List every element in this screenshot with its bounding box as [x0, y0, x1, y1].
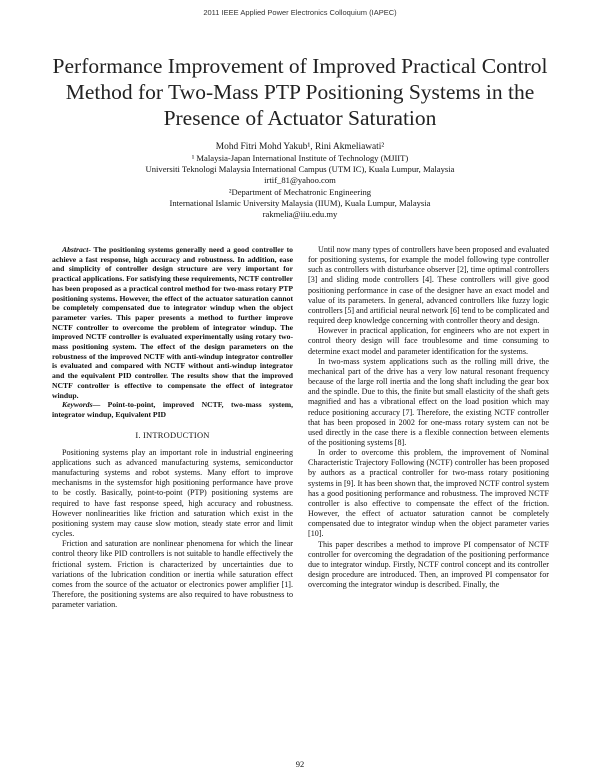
body-paragraph: Until now many types of controllers have been proposed and evaluated for positioning systems, for example the model following type controller such as controllers with disturbance observer [2], time optimal controllers [3] and sliding mode controllers [4]. These controllers will give good positioning performance in case of the designer have an exact model and value of its parameters. In general, advanced controllers like fuzzy logic controllers [5] and artificial neural network [6] tend to be complicated and required deep knowledge concerning with controller theory and design.	[308, 245, 549, 326]
affiliation-2-line-1: ²Department of Mechatronic Engineering	[228, 186, 372, 197]
right-column	[308, 245, 549, 590]
body-paragraph: However in practical application, for engineers who are not expert in control theory design will face troublesome and time consuming to determine exact model and parameter identification for the systems.	[308, 326, 549, 356]
author-block	[60, 141, 540, 220]
abstract-text: The positioning systems generally need a good controller to achieve a fast response, high accuracy and robustness. In addition, ease and simplicity of controller design structure are very important for practical applications. For satisfying these requirements, NCTF controller has been proposed as a practical control method for two-mass rotary PTP positioning systems. However, the effect of the actuator saturation cannot be completely compensated due to integrator windup when the object parameter varies. This paper presents a method to further improve NCTF controller to overcome the problem of integrator windup. The improved NCTF controller is evaluated experimentally using rotary two-mass positioning system. The effect of the design parameters on the robustness of the improved NCTF with anti-windup integrator controller is evaluated and compared with NCTF without anti-windup integrator and the equivalent PID controller. The results show that the improved NCTF controller is effective to compensate the effect of integrator windup.	[52, 245, 293, 400]
body-paragraph: In order to overcome this problem, the improvement of Nominal Characteristic Trajectory Following (NCTF) controller has been proposed by authors as a practical controller for two-mass rotary positioning systems in [9]. It has been shown that, the improved NCTF control system has a good positioning performance and robustness. The improved NCTF controller is also effective to compensate the effect of the friction. However, the effect of actuator saturation cannot be completely compensated due to integrator windup when the object parameter varies [10].	[308, 448, 549, 539]
paper-title: Performance Improvement of Improved Practical Control Method for Two-Mass PTP Positioning Systems in the Presence of Actuator Saturation	[52, 54, 548, 130]
affiliation-1-line-2: Universiti Teknologi Malaysia International Campus (UTM IC), Kuala Lumpur, Malaysia	[145, 164, 455, 175]
keywords	[52, 400, 293, 419]
author-names: Mohd Fitri Mohd Yakub¹, Rini Akmeliawati²	[215, 142, 385, 152]
affiliation-1-line-1: ¹ Malaysia-Japan International Institute of Technology (MJIIT)	[191, 153, 409, 163]
left-column	[52, 245, 293, 610]
body-paragraph: In two-mass system applications such as the rolling mill drive, the mechanical part of the drive has a very low natural resonant frequency because of the large roll inertia and the long shaft including the gear box and the spindle. Due to this, the finite but small elasticity of the shaft gets magnified and has a vibrational effect on the load position which may reduce positioning accuracy [7]. Therefore, the existing NCTF controller that has been proposed in 2002 for one-mass rotary system can not be used directly in the case there is a flexible connection between elements of the positioning systems [8].	[308, 356, 549, 447]
affiliation-2-line-2: International Islamic University Malaysia (IIUM), Kuala Lumpur, Malaysia	[169, 197, 431, 208]
affiliation-2-email: rakmelia@iiu.edu.my	[262, 209, 338, 220]
body-paragraph: Friction and saturation are nonlinear phenomena for which the linear control theory like PID controllers is not suitable to handle effectively the frictional system. Friction is characterized by uncertainties due to variations of the lubrication condition or inertia while saturation effect comes from the source of the actuator or electronics power amplifier [1]. Therefore, the positioning systems are also required to have robustness to parameter variation.	[52, 539, 293, 610]
affiliation-1-email: irtif_81@yahoo.com	[264, 175, 336, 186]
abstract-lead: Abstract-	[62, 245, 91, 254]
abstract	[52, 245, 293, 400]
body-paragraph: Positioning systems play an important role in industrial engineering applications such as advanced manufacturing systems, semiconductor manufacturing systems and robot systems. Many effort to improve mechanisms in the systemsfor high positioning performance have prove to be costly. Basically, point-to-point (PTP) positioning systems are required to have fast response speed, high accuracy and robustness. However nonlinearities like friction and saturation which exist in the positioning system may cause slow motion, steady state error and limit cycles.	[52, 447, 293, 539]
section-heading-introduction: I. INTRODUCTION	[135, 429, 210, 440]
body-paragraph: This paper describes a method to improve PI compensator of NCTF controller for overcoming the degradation of the positioning performance due to integrator windup. Firstly, NCTF control concept and its controller design procedure are introduced. Then, an improved PI compensator for overcoming the integrator windup is described. Finally, the	[308, 539, 549, 590]
keywords-lead: Keywords	[62, 400, 93, 410]
conference-header: 2011 IEEE Applied Power Electronics Colloquium (IAPEC)	[203, 8, 397, 17]
keywords-text: — Point-to-point, improved NCTF, two-mass system, integrator windup, Equivalent PID	[52, 400, 293, 419]
page-number: 92	[295, 759, 305, 769]
